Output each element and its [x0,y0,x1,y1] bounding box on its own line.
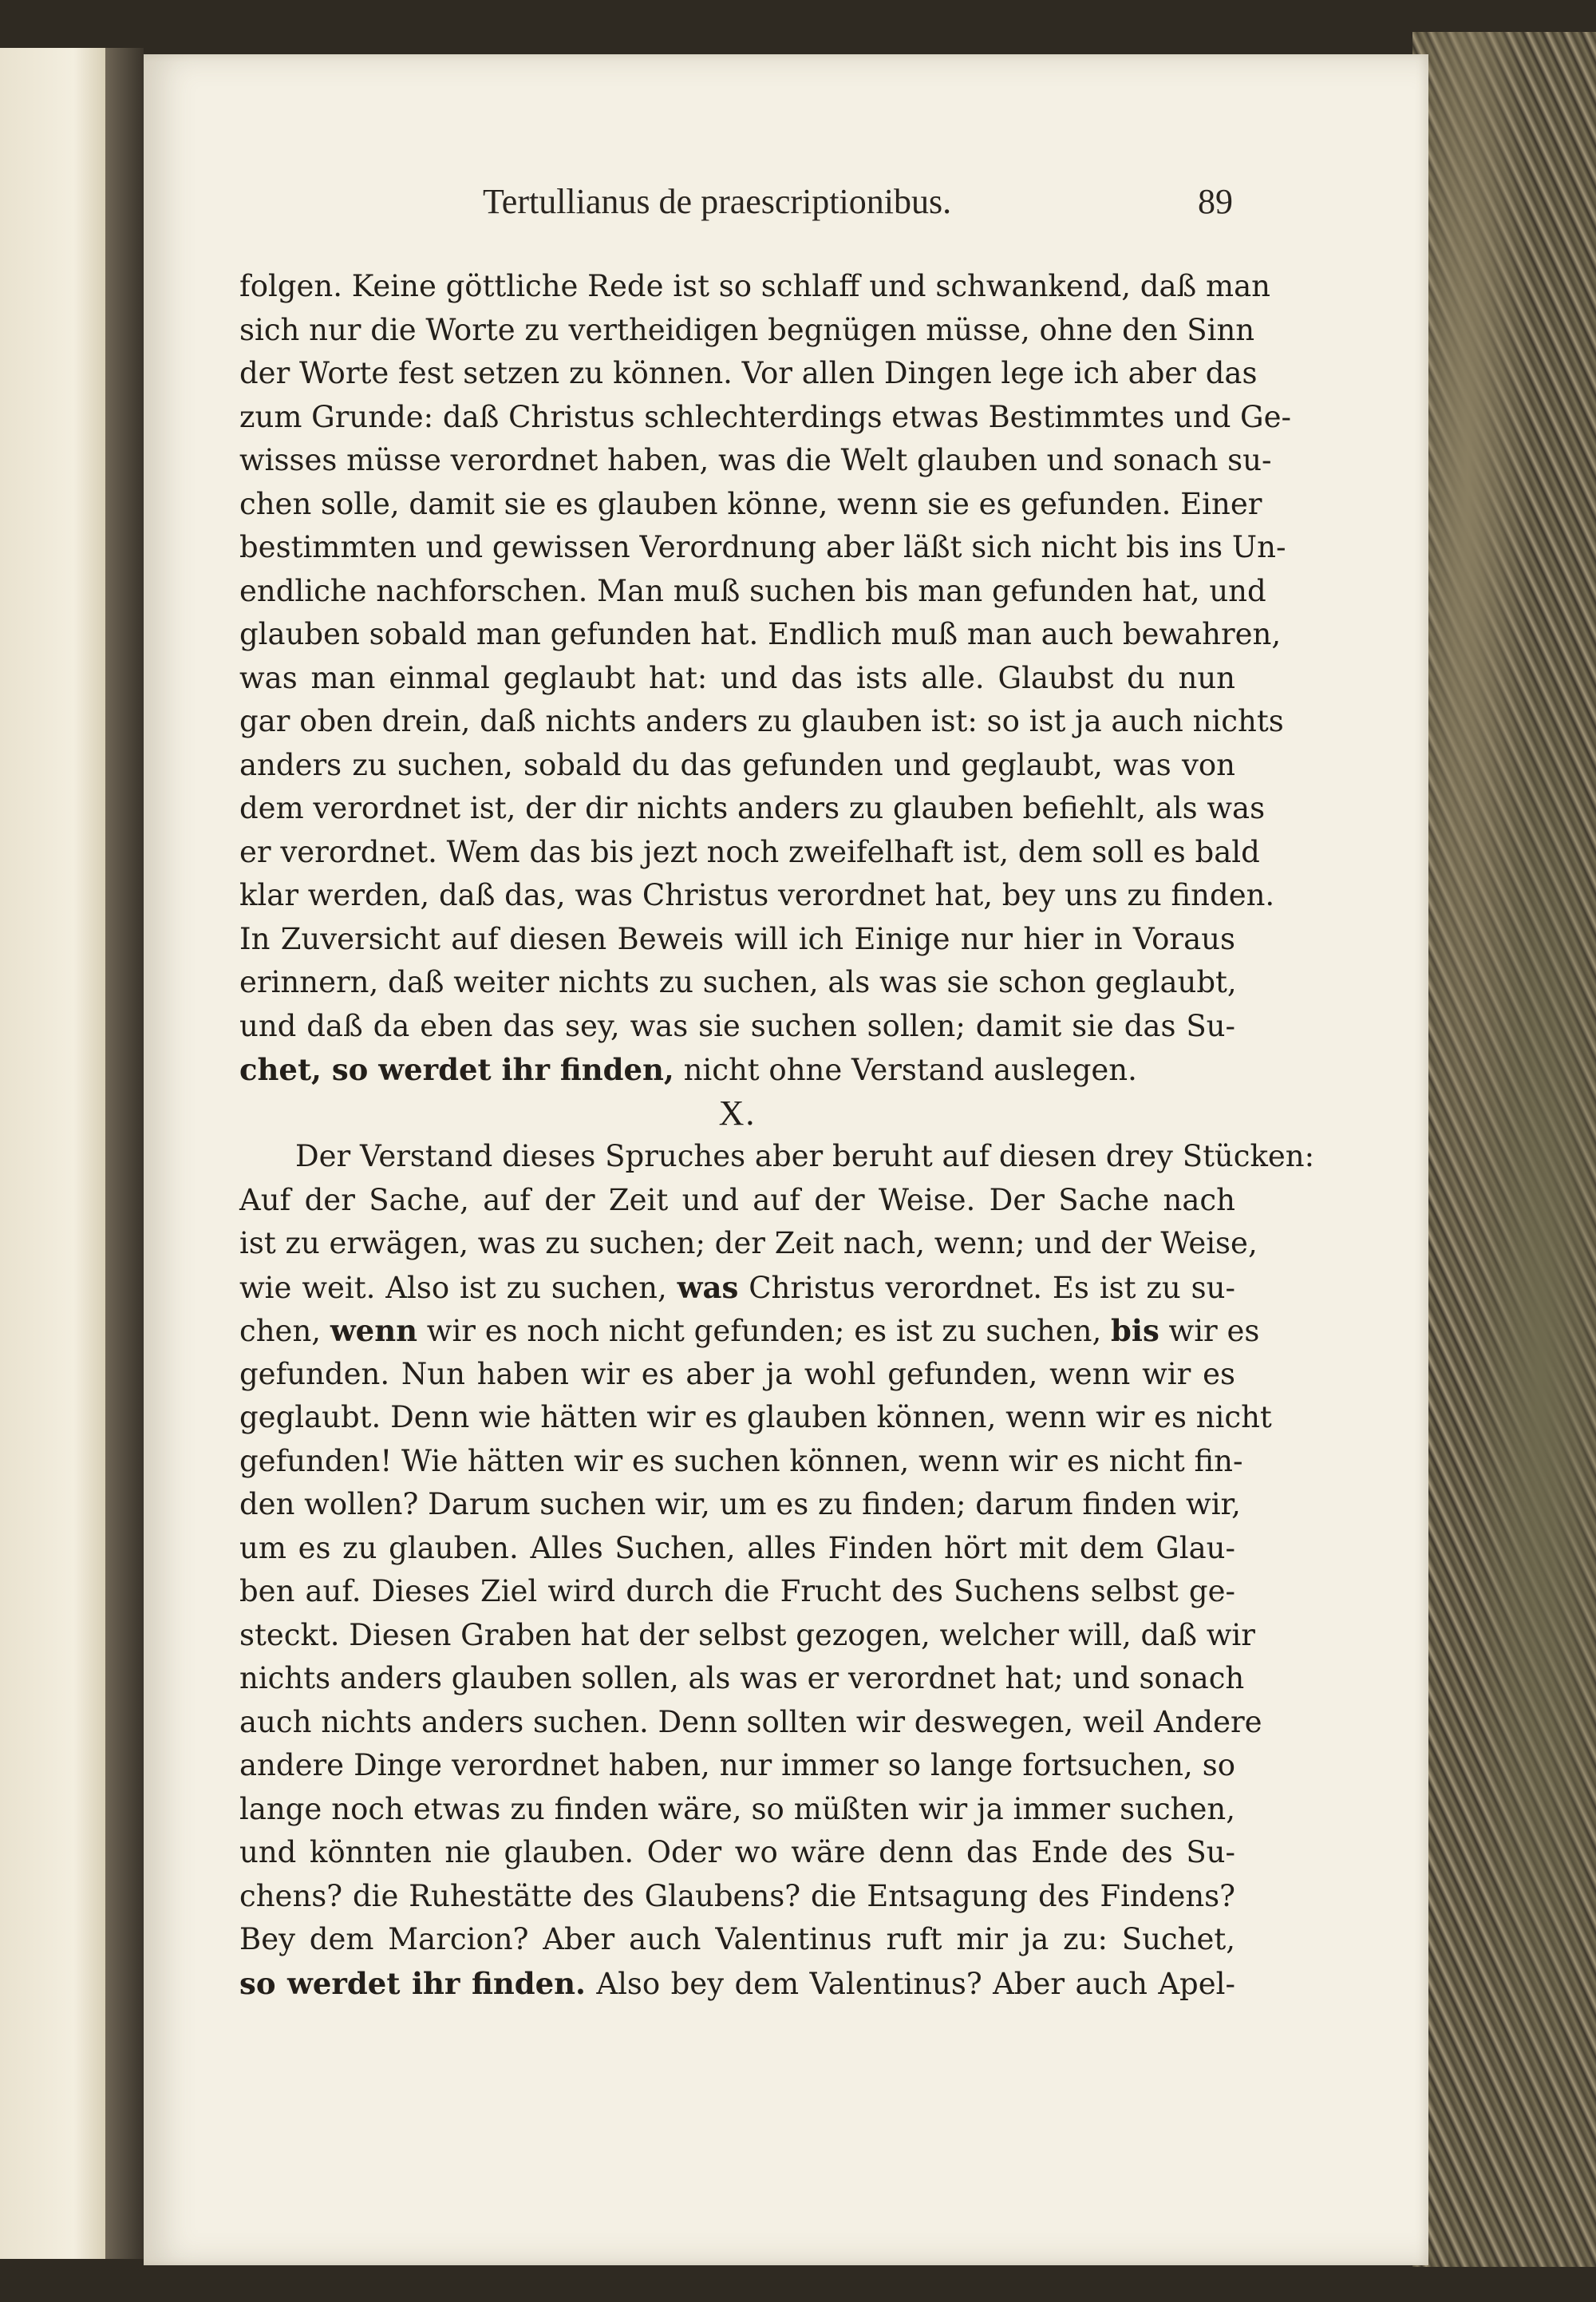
text-line: den wollen? Darum suchen wir, um es zu finden; darum finden wir, [239,1487,1241,1521]
text-line: sich nur die Worte zu vertheidigen begnügen müsse, ohne den Sinn [239,312,1255,347]
book-gutter [105,48,144,2259]
text-line: gar oben drein, daß nichts anders zu glauben ist: so ist ja auch nichts [239,704,1284,738]
text-line: chen solle, damit sie es glauben könne, wenn sie es gefunden. Einer [239,486,1262,521]
text-line: der Worte fest setzen zu können. Vor allen Dingen lege ich aber das [239,356,1258,390]
text-line: wisses müsse verordnet haben, was die Welt glauben und sonach su- [239,443,1272,477]
section-heading: X. [718,1093,757,1133]
text-line: chens? die Ruhestätte des Glaubens? die Entsagung des Findens? [239,1878,1235,1913]
text-line: Der Verstand dieses Spruches aber beruht auf diesen drey Stücken: [295,1139,1315,1173]
text-line [239,1309,1260,1353]
text-line: und könnten nie glauben. Oder wo wäre denn das Ende des Su- [239,1835,1235,1869]
text-fragment: Christus verordnet. Es ist zu su- [738,1270,1235,1305]
text-line [239,1962,1235,2006]
text-line: lange noch etwas zu finden wäre, so müßten wir ja immer suchen, [239,1791,1235,1826]
text-fragment: wie weit. Also ist zu suchen, [239,1270,678,1305]
text-line: gefunden. Nun haben wir es aber ja wohl gefunden, wenn wir es [239,1356,1235,1391]
text-line: und daß da eben das sey, was sie suchen sollen; damit sie das Su- [239,1008,1235,1043]
text-line: gefunden! Wie hätten wir es suchen können, wenn wir es nicht fin- [239,1443,1243,1478]
emphasis-text: bis [1111,1313,1159,1348]
text-line: dem verordnet ist, der dir nichts anders zu glauben befiehlt, als was [239,791,1266,825]
text-fragment: wir es [1159,1314,1260,1348]
text-line: In Zuversicht auf diesen Beweis will ich Einige nur hier in Voraus [239,921,1235,956]
text-line: steckt. Diesen Graben hat der selbst gezogen, welcher will, daß wir [239,1617,1255,1652]
text-line [239,1266,1235,1310]
marbled-endpaper-edge [1412,32,1596,2267]
left-facing-page [0,48,107,2259]
text-line: geglaubt. Denn wie hätten wir es glauben können, wenn wir es nicht [239,1400,1272,1434]
text-line: folgen. Keine göttliche Rede ist so schlaff und schwankend, daß man [239,269,1270,303]
text-line: glauben sobald man gefunden hat. Endlich muß man auch bewahren, [239,617,1282,651]
text-line: klar werden, daß das, was Christus verordnet hat, bey uns zu finden. [239,878,1275,912]
text-line: was man einmal geglaubt hat: und das ists alle. Glaubst du nun [239,660,1235,695]
text-line: nichts anders glauben sollen, als was er verordnet hat; und sonach [239,1661,1245,1695]
emphasis-text: chet, so werdet ihr finden, [239,1052,674,1087]
text-line: ben auf. Dieses Ziel wird durch die Frucht des Suchens selbst ge- [239,1574,1235,1608]
emphasis-text: was [677,1269,739,1305]
running-head-title: Tertullianus de praescriptionibus. [483,181,952,221]
text-line: anders zu suchen, sobald du das gefunden und geglaubt, was von [239,747,1235,782]
text-line: erinnern, daß weiter nichts zu suchen, als was sie schon geglaubt, [239,965,1237,999]
emphasis-text: so werdet ihr finden. [239,1965,586,2001]
text-fragment: Also bey dem Valentinus? Aber auch Apel- [585,1966,1235,2001]
text-fragment: chen, [239,1314,330,1348]
text-line: endliche nachforschen. Man muß suchen bis man gefunden hat, und [239,573,1266,608]
text-line: Bey dem Marcion? Aber auch Valentinus ruft mir ja zu: Suchet, [239,1922,1235,1956]
page-number: 89 [1198,181,1233,221]
running-head [339,153,1233,249]
text-line: bestimmten und gewissen Verordnung aber läßt sich nicht bis ins Un- [239,530,1286,564]
text-fragment: nicht ohne Verstand auslegen. [674,1053,1137,1087]
emphasis-text: wenn [330,1313,418,1348]
text-line: ist zu erwägen, was zu suchen; der Zeit nach, wenn; und der Weise, [239,1226,1258,1260]
text-fragment: wir es noch nicht gefunden; es ist zu suchen, [417,1314,1112,1348]
text-line: zum Grunde: daß Christus schlechterdings etwas Bestimmtes und Ge- [239,399,1292,434]
text-line: auch nichts anders suchen. Denn sollten wir deswegen, weil Andere [239,1704,1262,1739]
text-line: Auf der Sache, auf der Zeit und auf der Weise. Der Sache nach [239,1182,1235,1217]
text-line: er verordnet. Wem das bis jezt noch zweifelhaft ist, dem soll es bald [239,834,1260,869]
text-line: andere Dinge verordnet haben, nur immer so lange fortsuchen, so [239,1748,1235,1782]
text-line: um es zu glauben. Alles Suchen, alles Finden hört mit dem Glau- [239,1530,1235,1565]
body-text [239,265,1315,2005]
text-line [239,1048,1235,1092]
